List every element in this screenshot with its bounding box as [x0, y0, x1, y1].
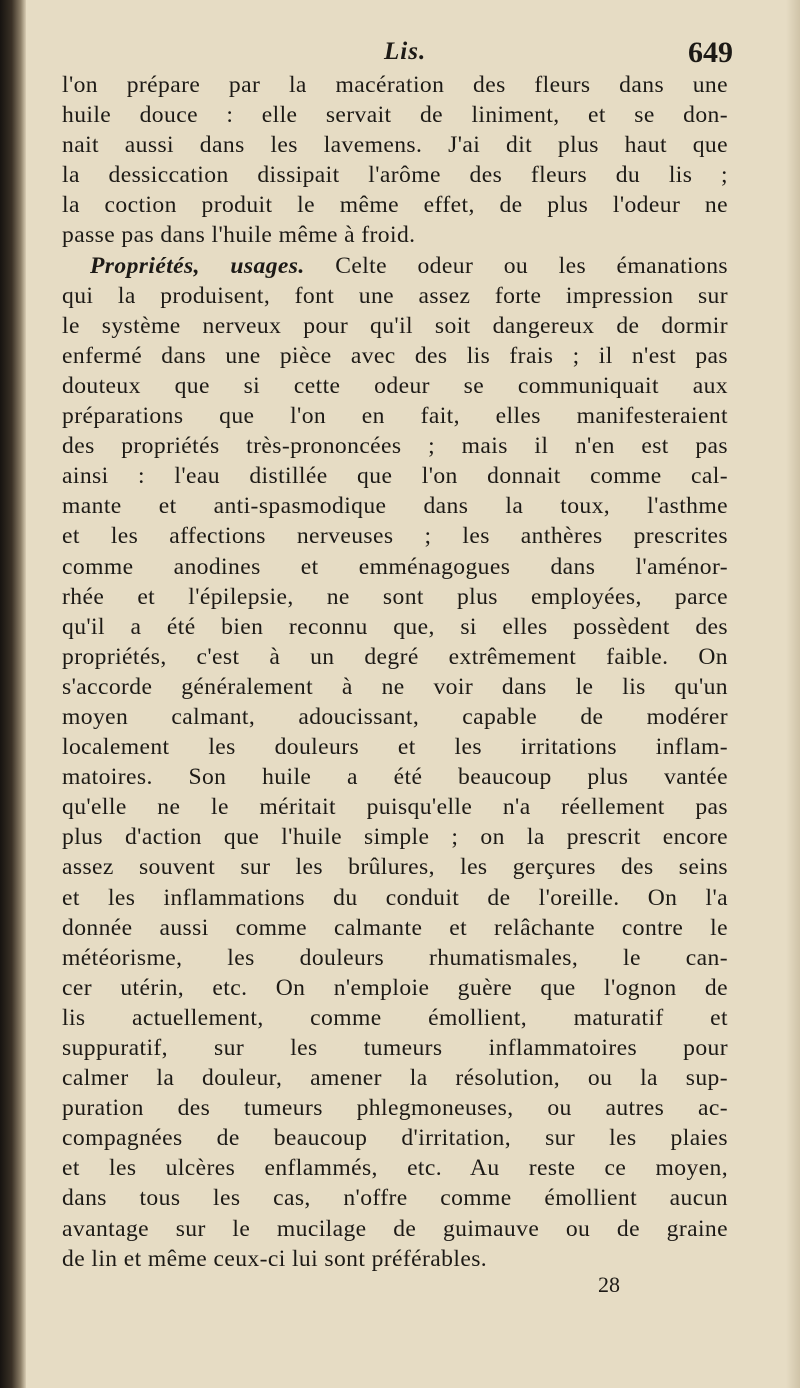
text-line: qu'il a été bien reconnu que, si elles possèdent des	[62, 613, 728, 640]
text-line: localement les douleurs et les irritations inflam-	[62, 734, 728, 761]
page-edge	[786, 0, 800, 1388]
text-line: la coction produit le même effet, de plus l'odeur ne	[62, 192, 728, 219]
text-line: avantage sur le mucilage de guimauve ou de graine	[62, 1215, 728, 1242]
text-line: huile douce : elle servait de liniment, et se don-	[62, 102, 728, 129]
text-line: compagnées de beaucoup d'irritation, sur les plaies	[62, 1125, 728, 1152]
text-line: moyen calmant, adoucissant, capable de modérer	[62, 703, 728, 730]
text-line: la dessiccation dissipait l'arôme des fleurs du lis ;	[62, 162, 728, 189]
text-line: dans tous les cas, n'offre comme émollient aucun	[62, 1185, 728, 1212]
text-line: et les inflammations du conduit de l'oreille. On l'a	[62, 884, 728, 911]
text-line: qui la produisent, font une assez forte impression sur	[62, 282, 728, 309]
text-line: nait aussi dans les lavemens. J'ai dit plus haut que	[62, 132, 728, 159]
book-binding-shadow	[0, 0, 26, 1388]
text-line: matoires. Son huile a été beaucoup plus vantée	[62, 764, 728, 791]
text-line: enfermé dans une pièce avec des lis frais ; il n'est pas	[62, 342, 728, 369]
text-line: météorisme, les douleurs rhumatismales, le can-	[62, 944, 728, 971]
text-line: suppuratif, sur les tumeurs inflammatoires pour	[62, 1035, 728, 1061]
running-head: Lis.	[384, 38, 427, 65]
text-line: cer utérin, etc. On n'emploie guère que l'ognon de	[62, 974, 728, 1001]
text-line: le système nerveux pour qu'il soit dangereux de dormir	[62, 312, 728, 339]
text-line: préparations que l'on en fait, elles manifesteraient	[62, 403, 728, 430]
text-line: comme anodines et emménagogues dans l'aménor-	[62, 553, 728, 580]
text-line: passe pas dans l'huile même à froid.	[62, 222, 416, 249]
text-line: ainsi : l'eau distillée que l'on donnait comme cal-	[62, 463, 728, 490]
body-text	[62, 70, 728, 1274]
signature-mark: 28	[598, 1272, 620, 1297]
text-line: puration des tumeurs phlegmoneuses, ou autres ac-	[62, 1095, 728, 1122]
text-line	[62, 251, 728, 281]
text-line: s'accorde généralement à ne voir dans le lis qu'un	[62, 673, 728, 700]
text-line: plus d'action que l'huile simple ; on la prescrit encore	[62, 824, 728, 851]
text-line: des propriétés très-prononcées ; mais il n'en est pas	[62, 433, 728, 460]
text-line: mante et anti-spasmodique dans la toux, l'asthme	[62, 493, 728, 520]
text-line: lis actuellement, comme émollient, maturatif et	[62, 1004, 728, 1031]
text-line: douteux que si cette odeur se communiquait aux	[62, 372, 728, 399]
text-line: assez souvent sur les brûlures, les gerçures des seins	[62, 854, 728, 881]
page-number: 649	[688, 36, 733, 69]
text-line: donnée aussi comme calmante et relâchante contre le	[62, 914, 728, 941]
section-subheading: Propriétés, usages.	[90, 252, 305, 279]
text-line: qu'elle ne le méritait puisqu'elle n'a réellement pas	[62, 794, 728, 821]
text-line: calmer la douleur, amener la résolution, ou la sup-	[62, 1065, 728, 1092]
text-line: propriétés, c'est à un degré extrêmement faible. On	[62, 643, 728, 670]
text-line: de lin et même ceux-ci lui sont préférables.	[62, 1245, 488, 1272]
text-line: et les ulcères enflammés, etc. Au reste ce moyen,	[62, 1155, 728, 1182]
text-line-rest: Celte odeur ou les émanations	[335, 252, 728, 279]
text-line: l'on prépare par la macération des fleurs dans une	[62, 72, 728, 98]
text-line: rhée et l'épilepsie, ne sont plus employées, parce	[62, 583, 728, 610]
text-line: et les affections nerveuses ; les anthères prescrites	[62, 523, 728, 550]
